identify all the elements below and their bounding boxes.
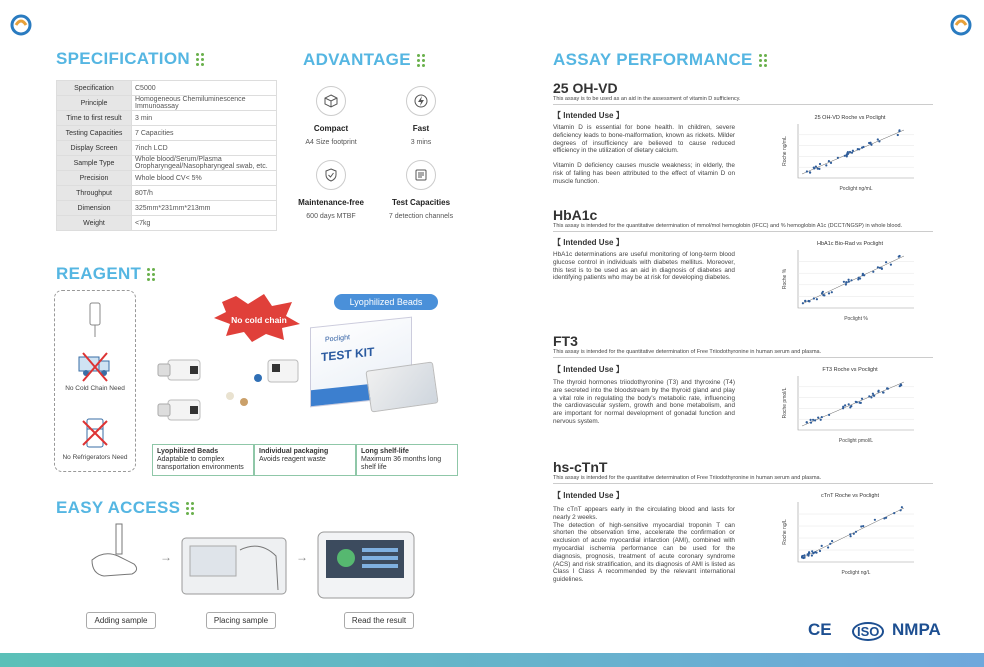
data-point xyxy=(843,281,845,283)
y-axis-label: Roche % xyxy=(782,268,788,290)
data-point xyxy=(846,155,848,157)
list-icon xyxy=(406,160,436,190)
data-point xyxy=(813,167,815,169)
easy-access-heading: EASY ACCESS xyxy=(56,498,194,518)
data-point xyxy=(828,160,830,162)
data-point xyxy=(816,298,818,300)
advantage-heading: ADVANTAGE xyxy=(303,50,425,70)
data-point xyxy=(899,385,901,387)
spec-value: 80T/h xyxy=(132,186,277,201)
data-point xyxy=(802,302,804,304)
poclight-logo-left xyxy=(10,14,32,36)
data-point xyxy=(828,292,830,294)
trend-line xyxy=(802,256,904,304)
data-point xyxy=(897,134,899,136)
chart-ft3 xyxy=(780,364,920,444)
data-point xyxy=(807,553,809,555)
chart-axes xyxy=(798,376,914,430)
y-axis-label: Roche ng/mL xyxy=(782,136,788,166)
data-point xyxy=(831,291,833,293)
data-point xyxy=(857,278,859,280)
data-point xyxy=(804,300,806,302)
data-point xyxy=(844,404,846,406)
data-point xyxy=(815,166,817,168)
data-point xyxy=(812,419,814,421)
no-cold-chain-badge-text: No cold chain xyxy=(231,315,287,325)
data-point xyxy=(810,422,812,424)
syringe-icon xyxy=(77,301,113,341)
refrigerator-icon xyxy=(81,417,109,449)
assay-25ohvd-title: 25 OH-VD xyxy=(553,80,618,96)
data-point xyxy=(803,554,805,556)
scatter-plot xyxy=(780,238,920,322)
data-point xyxy=(819,550,821,552)
read-result-illustration xyxy=(316,526,416,602)
data-point xyxy=(806,421,808,423)
data-point xyxy=(812,552,814,554)
data-point xyxy=(848,403,850,405)
data-point xyxy=(845,283,847,285)
spec-row xyxy=(57,201,277,216)
data-point xyxy=(885,261,887,263)
intended-use-label: 【 Intended Use 】 xyxy=(553,238,624,247)
scatter-plot xyxy=(780,112,920,192)
chart-title: cTnT Roche vs Poclight xyxy=(821,493,879,499)
spec-row xyxy=(57,186,277,201)
x-axis-label: Poclight % xyxy=(844,316,868,322)
feature-individual-packaging: Individual packaging Avoids reagent waste xyxy=(254,444,356,476)
feature-lyophilized-beads: Lyophilized Beads Adaptable to complex transportation environments xyxy=(152,444,254,476)
specification-table xyxy=(56,80,277,231)
poclight-logo-right xyxy=(950,14,972,36)
data-point xyxy=(852,150,854,152)
spec-row xyxy=(57,216,277,231)
foil-pouch xyxy=(365,361,438,412)
reagent-heading: REAGENT xyxy=(56,264,155,284)
data-point xyxy=(822,291,824,293)
data-point xyxy=(848,281,850,283)
assay-ft3-subtitle: This assay is intended for the quantitative determination of Free Triiodothyronine in human serum and plasma. xyxy=(553,349,933,358)
iso-mark: ISO xyxy=(852,622,884,641)
assay-25ohvd-subtitle: This assay is to be used as an aid in the assessment of vitamin D sufficiency. xyxy=(553,96,933,105)
data-point xyxy=(813,297,815,299)
data-point xyxy=(893,512,895,514)
data-point xyxy=(809,172,811,174)
spec-key: Weight xyxy=(57,216,132,231)
data-point xyxy=(868,395,870,397)
data-point xyxy=(829,543,831,545)
assay-hba1c-title: HbA1c xyxy=(553,207,598,223)
data-point xyxy=(887,388,889,390)
data-point xyxy=(806,170,808,172)
data-point xyxy=(872,271,874,273)
data-point xyxy=(828,414,830,416)
spec-value: 3 min xyxy=(132,111,277,126)
data-point xyxy=(862,525,864,527)
chart-axes xyxy=(798,124,914,178)
data-point xyxy=(877,266,879,268)
spec-key: Dimension xyxy=(57,201,132,216)
assay-performance-heading: ASSAY PERFORMANCE xyxy=(553,50,767,70)
data-point xyxy=(860,525,862,527)
data-point xyxy=(808,300,810,302)
feature-long-shelf-life: Long shelf-life Maximum 36 months long shelf life xyxy=(356,444,458,476)
scatter-plot xyxy=(780,490,920,576)
spec-key: Time to first result xyxy=(57,111,132,126)
data-point xyxy=(830,162,832,164)
chart-title: 25 OH-VD Roche vs Poclight xyxy=(814,115,886,121)
data-point xyxy=(842,406,844,408)
truck-icon xyxy=(77,351,113,383)
data-point xyxy=(821,545,823,547)
data-point xyxy=(831,540,833,542)
spec-row xyxy=(57,141,277,156)
data-point xyxy=(883,517,885,519)
data-point xyxy=(855,531,857,533)
spec-value: Homogeneous Chemiluminescence Immunoassay xyxy=(132,96,277,111)
spec-key: Sample Type xyxy=(57,156,132,171)
y-axis-label: Roche pmol/L xyxy=(782,387,788,419)
chart-axes xyxy=(798,250,914,308)
spec-row xyxy=(57,156,277,171)
lyophilized-beads-badge: Lyophilized Beads xyxy=(334,294,438,310)
data-point xyxy=(850,535,852,537)
data-point xyxy=(851,152,853,154)
advantage-test-capacities: Test Capacities 7 detection channels xyxy=(366,160,476,220)
arrow-right-icon: → xyxy=(160,550,172,564)
data-point xyxy=(849,151,851,153)
step-read-result: Read the result xyxy=(344,612,414,629)
cube-icon xyxy=(316,86,346,116)
assay-hsctnt-text: The cTnT appears early in the circulating blood and lasts for nearly 2 weeks. The detection of high-sensitive myocardial troponin T can shorten the observation time, accelerate the confirmation or exclusion of acute myocardial infarction (AMI), combined with myocardial ischemia performance can be used for the diagnosis, prognosis, treatment of acute coronary syndrome (ACS) and risk stratification, and its diagnosis of AMI is listed as Class I Class A recommended by the relevant international guidelines. xyxy=(553,506,735,584)
spec-key: Precision xyxy=(57,171,132,186)
data-point xyxy=(823,294,825,296)
footer-gradient-band xyxy=(0,653,984,667)
spec-value: 7inch LCD xyxy=(132,141,277,156)
data-point xyxy=(873,395,875,397)
data-point xyxy=(870,144,872,146)
shield-check-icon xyxy=(316,160,346,190)
data-point xyxy=(825,164,827,166)
data-point xyxy=(811,554,813,556)
data-point xyxy=(821,416,823,418)
data-point xyxy=(857,148,859,150)
chart-25ohvd xyxy=(780,112,920,192)
spec-value: 325mm*231mm*213mm xyxy=(132,201,277,216)
adding-sample-illustration xyxy=(84,520,154,590)
step-adding-sample: Adding sample xyxy=(86,612,156,629)
data-point xyxy=(856,401,858,403)
intended-use-label: 【 Intended Use 】 xyxy=(553,111,624,120)
data-point xyxy=(898,130,900,132)
chart-title: HbA1c Bio-Rad vs Poclight xyxy=(816,241,884,247)
spec-row xyxy=(57,126,277,141)
data-point xyxy=(850,279,852,281)
data-point xyxy=(898,256,900,258)
spec-row xyxy=(57,111,277,126)
kit-brand: Poclight xyxy=(325,334,350,344)
chart-hba1c xyxy=(780,238,920,322)
spec-row xyxy=(57,171,277,186)
no-cold-chain-label: No Cold Chain Need xyxy=(65,385,125,392)
spec-key: Specification xyxy=(57,81,132,96)
x-axis-label: Poclight ng/mL xyxy=(839,186,873,192)
advantage-compact: Compact A4 Size footprint xyxy=(276,86,386,146)
data-point xyxy=(881,268,883,270)
data-point xyxy=(862,274,864,276)
data-point xyxy=(874,519,876,521)
data-point xyxy=(820,419,822,421)
data-point xyxy=(861,398,863,400)
data-point xyxy=(817,417,819,419)
y-axis-label: Roche ng/L xyxy=(782,519,788,545)
data-point xyxy=(870,396,872,398)
placing-sample-illustration xyxy=(180,530,290,600)
trend-line xyxy=(802,508,904,558)
spec-row xyxy=(57,81,277,96)
spec-key: Throughput xyxy=(57,186,132,201)
reagent-tubes-image xyxy=(150,330,310,430)
data-point xyxy=(900,509,902,511)
x-axis-label: Poclight pmol/L xyxy=(838,438,874,444)
data-point xyxy=(878,390,880,392)
data-point xyxy=(882,391,884,393)
data-point xyxy=(846,281,848,283)
assay-ft3-text: The thyroid hormones triiodothyronine (T3) and thyroxine (T4) are secreted into the bloodstream by the thyroid gland and play a vital role in regulating the body's metabolic rate, influencing the cardiovascular system, growth and bone metabolism, and are important for normal development of gonadal function and nervous system. xyxy=(553,379,735,425)
data-point xyxy=(862,146,864,148)
ce-mark: CE xyxy=(808,620,832,639)
data-point xyxy=(837,157,839,159)
scatter-plot xyxy=(780,364,920,444)
data-point xyxy=(850,405,852,407)
spec-value: 7 Capacities xyxy=(132,126,277,141)
assay-hba1c-text: HbA1c determinations are useful monitoring of long-term blood glucose control in individuals with diabetes mellitus. Moreover, this test is to be used as an aid in diagnosis of diabetes and identifying patients who may be at risk for developing diabetes. xyxy=(553,251,735,282)
kit-label: TEST KIT xyxy=(321,344,375,365)
data-point xyxy=(844,155,846,157)
data-point xyxy=(810,419,812,421)
data-point xyxy=(819,163,821,165)
spec-value: <7kg xyxy=(132,216,277,231)
assay-25ohvd-text: Vitamin D is essential for bone health. In children, severe deficiency leads to bone-malformation, known as rickets. Milder degrees of insufficiency are believed to cause reduced efficiency in the utilization of dietary calcium. Vitamin D deficiency causes muscle weakness; in elderly, the risk of falling has been attributed to the effect of vitamin D on muscle function. xyxy=(553,124,735,185)
assay-ft3-title: FT3 xyxy=(553,333,578,349)
arrow-right-icon: → xyxy=(296,550,308,564)
data-point xyxy=(827,546,829,548)
data-point xyxy=(849,533,851,535)
spec-value: Whole blood/Serum/Plasma Oropharyngeal/Nasopharyngeal swab, etc. xyxy=(132,156,277,171)
cold-chain-panel xyxy=(54,290,136,472)
assay-hsctnt-subtitle: This assay is intended for the quantitative determination of Free Triiodothyronine in human serum and plasma. xyxy=(553,475,933,484)
spec-key: Testing Capacities xyxy=(57,126,132,141)
data-point xyxy=(859,402,861,404)
specification-heading: SPECIFICATION xyxy=(56,49,204,69)
assay-hba1c-subtitle: This assay is intended for the quantitative determination of mmol/mol hemoglobin (IFCC) and % hemoglobin A1c (DCCT/NGSP) in whole blood. xyxy=(553,223,933,232)
data-point xyxy=(814,419,816,421)
data-point xyxy=(803,557,805,559)
intended-use-label: 【 Intended Use 】 xyxy=(553,365,624,374)
no-refrigerators-label: No Refrigerators Need xyxy=(62,454,128,461)
data-point xyxy=(901,506,903,508)
chart-hsctnt xyxy=(780,490,920,576)
spec-value: C5000 xyxy=(132,81,277,96)
advantage-fast: Fast 3 mins xyxy=(366,86,476,146)
spec-key: Principle xyxy=(57,96,132,111)
data-point xyxy=(877,138,879,140)
nmpa-mark: NMPA xyxy=(892,620,941,639)
assay-hsctnt-title: hs-cTnT xyxy=(553,459,608,475)
data-point xyxy=(848,279,850,281)
advantage-maintenance-free: Maintenance-free 600 days MTBF xyxy=(276,160,386,220)
lightning-icon xyxy=(406,86,436,116)
data-point xyxy=(847,153,849,155)
data-point xyxy=(890,264,892,266)
spec-row xyxy=(57,96,277,111)
chart-title: FT3 Roche vs Poclight xyxy=(822,367,878,373)
data-point xyxy=(808,552,810,554)
intended-use-label: 【 Intended Use 】 xyxy=(553,491,624,500)
data-point xyxy=(817,168,819,170)
step-placing-sample: Placing sample xyxy=(206,612,276,629)
spec-key: Display Screen xyxy=(57,141,132,156)
spec-value: Whole blood CV< 5% xyxy=(132,171,277,186)
data-point xyxy=(878,140,880,142)
x-axis-label: Poclight ng/L xyxy=(841,570,871,576)
data-point xyxy=(853,533,855,535)
